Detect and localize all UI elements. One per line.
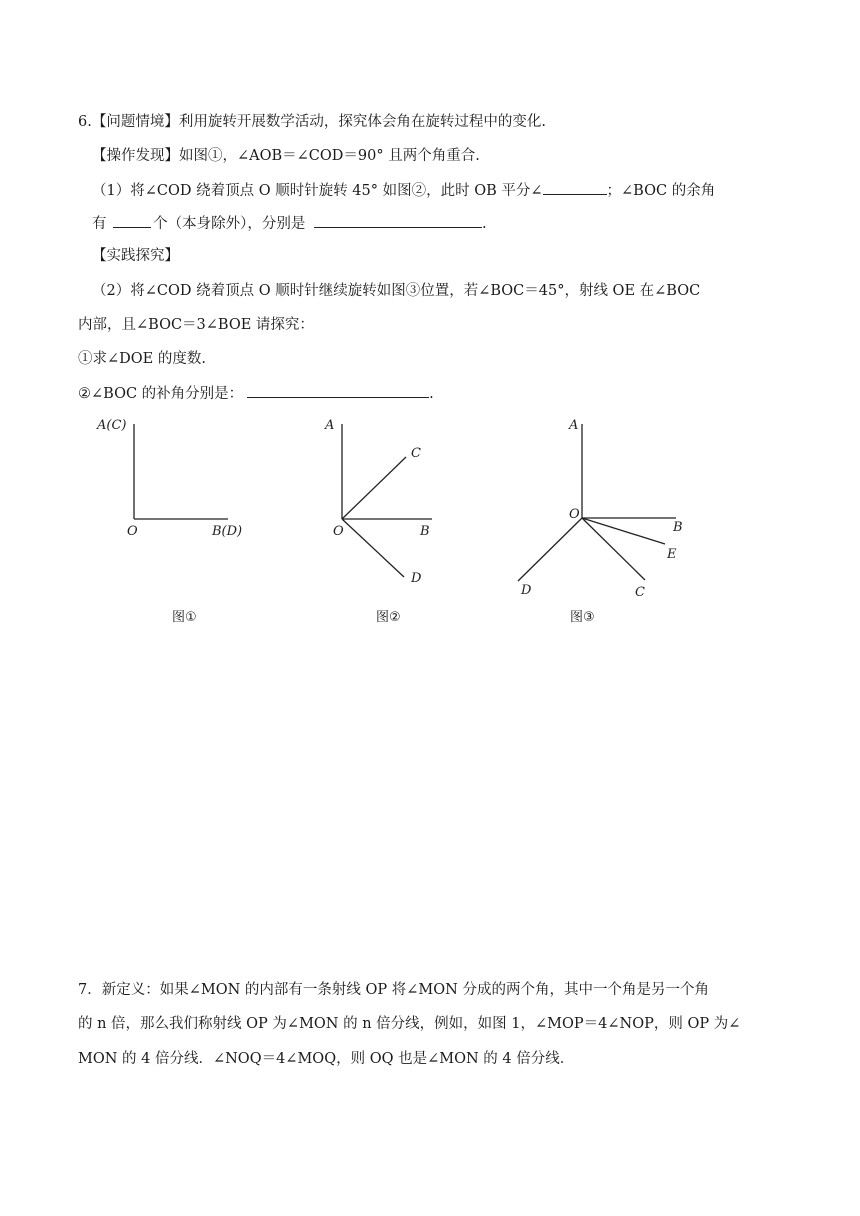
q6-part2-line2: 内部，且∠BOC＝3∠BOE 请探究：: [78, 317, 314, 333]
figure-1-caption: 图①: [172, 610, 197, 625]
figure-3-caption: 图③: [570, 610, 595, 625]
q6-part1-text-c: 有: [92, 216, 107, 232]
q6-operation-discovery: 【操作发现】如图①，∠AOB＝∠COD＝90° 且两个角重合.: [92, 148, 480, 164]
q6-part1-text-b: ；∠BOC 的余角: [606, 183, 716, 199]
label-a: A: [325, 418, 335, 433]
label-d: D: [411, 571, 422, 586]
q6-part2-sub2-text: ②∠BOC 的补角分别是：: [78, 386, 244, 402]
label-b-d: B(D): [212, 524, 243, 539]
q6-part1-text-e: .: [481, 216, 487, 232]
q6-part1-text-a: （1）将∠COD 绕着顶点 O 顺时针旋转 45° 如图②，此时 OB 平分∠: [92, 183, 543, 199]
label-o: O: [569, 507, 580, 522]
q7-line1: 7．新定义：如果∠MON 的内部有一条射线 OP 将∠MON 分成的两个角，其中一个角是另一个角: [78, 982, 709, 998]
label-o: O: [127, 524, 138, 539]
q6-part2-sub1: ①求∠DOE 的度数.: [78, 351, 206, 367]
label-b: B: [673, 520, 683, 535]
q6-part1-text-d: 个（本身除外），分别是: [153, 216, 306, 232]
ray-od: [518, 518, 582, 581]
label-c: C: [411, 446, 421, 461]
label-a: A: [569, 418, 579, 433]
label-d: D: [521, 583, 532, 598]
label-a-c: A(C): [97, 418, 127, 433]
figure-2-caption: 图②: [376, 610, 401, 625]
q6-title: 6.【问题情境】利用旋转开展数学活动，探究体会角在旋转过程中的变化.: [78, 114, 546, 130]
label-b: B: [420, 524, 430, 539]
label-c: C: [635, 585, 645, 600]
q6-part2-line1: （2）将∠COD 绕着顶点 O 顺时针继续旋转如图③位置，若∠BOC＝45°，射线 OE 在∠BOC: [92, 283, 701, 299]
label-o: O: [333, 524, 344, 539]
q7-line2: 的 n 倍，那么我们称射线 OP 为∠MON 的 n 倍分线，例如，如图 1，∠MOP＝4∠NOP，则 OP 为∠: [78, 1016, 741, 1032]
q6-part2-sub2-end: .: [429, 386, 434, 402]
q7-line3: MON 的 4 倍分线．∠NOQ＝4∠MOQ，则 OQ 也是∠MON 的 4 倍分线．: [78, 1051, 575, 1067]
label-e: E: [667, 547, 677, 562]
q6-practice-heading: 【实践探究】: [92, 248, 179, 264]
